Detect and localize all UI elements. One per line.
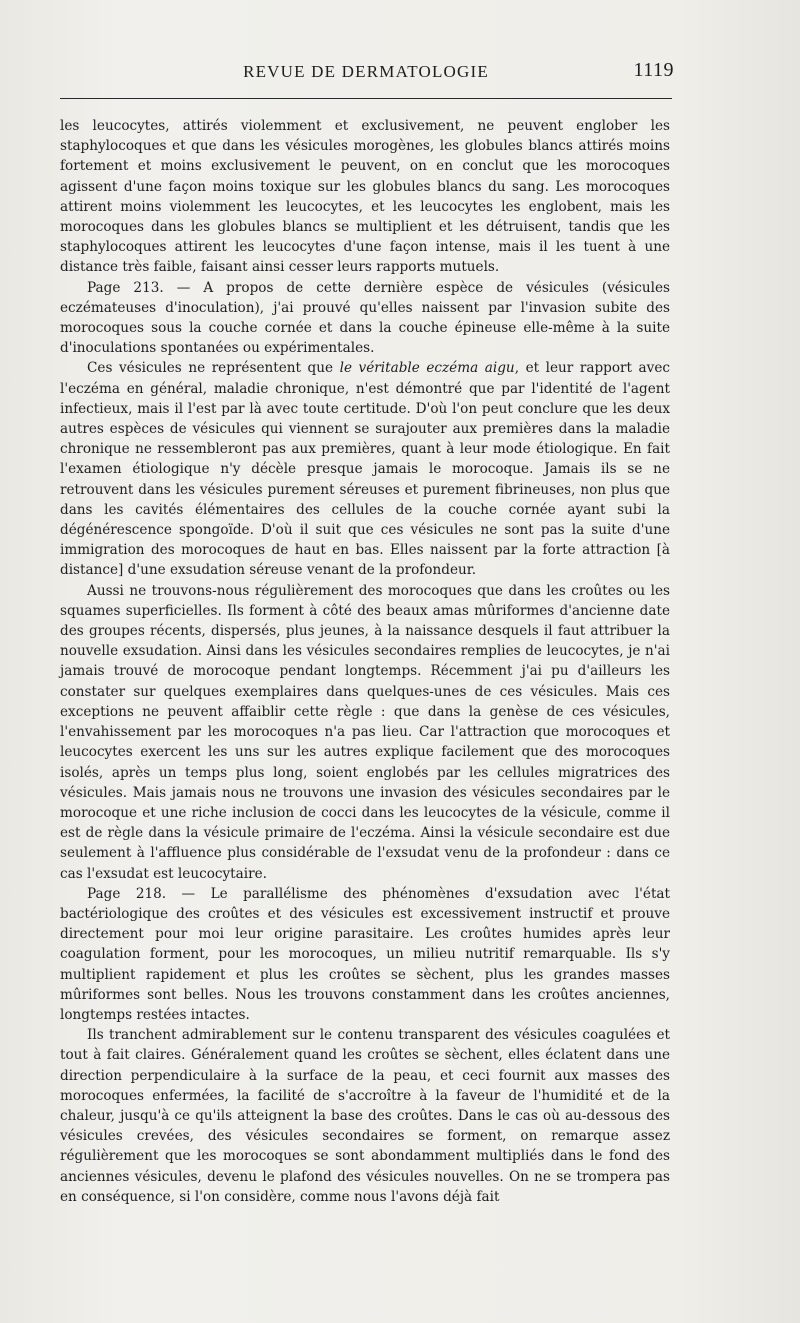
paragraph-5: Page 218. — Le parallélisme des phénomènes d'exsudation avec l'état bactériologique des croûtes et des vésicules est excessivement instructif et prouve directement pour moi leur origine parasitaire. Les croûtes humides après leur coagulation forment, pour les morocoques, un milieu nutritif remarquable. Ils s'y multiplient rapidement et plus les croûtes se sèchent, plus les grandes masses mûriformes sont belles. Nous les trouvons constamment dans les croûtes anciennes, longtemps restées intactes. [60,885,670,1023]
paragraph-6: Ils tranchent admirablement sur le contenu transparent des vésicules coagulées et tout à fait claires. Généralement quand les croûtes se sèchent, elles éclatent dans une direction perpendiculaire à la surface de la peau, et ceci fournit aux masses des morocoques enfermées, la facilité de s'accroître à la faveur de l'humidité et de la chaleur, jusqu'à ce qu'ils atteignent la base des croûtes. Dans le cas où au-dessous des vésicules crevées, des vésicules secondaires se forment, on remarque assez régulièrement que les morocoques se sont abondamment multipliés dans le fond des anciennes vésicules, devenu le plafond des vésicules nouvelles. On ne se trompera pas en conséquence, si l'on considère, comme nous l'avons déjà fait [60,1027,670,1205]
paragraph-3-lead: Ces vésicules ne représentent que [87,360,340,377]
paragraph-2: Page 213. — A propos de cette dernière espèce de vésicules (vésicules eczémateuses d'inoculation), j'ai prouvé qu'elles naissent par l'invasion subite des morocoques sous la couche cornée et dans la couche épineuse elle-même à la suite d'inoculations spontanées ou expérimentales. [60,279,670,357]
paragraph-4: Aussi ne trouvons-nous régulièrement des morocoques que dans les croûtes ou les squames superficielles. Ils forment à côté des beaux amas mûriformes d'ancienne date des groupes récents, dispersés, plus jeunes, à la naissance desquels il faut attribuer la nouvelle exsudation. Ainsi dans les vésicules secondaires remplies de leucocytes, je n'ai jamais trouvé de morocoque pendant longtemps. Récemment j'ai pu d'ailleurs les constater sur quelques exemplaires dans quelques-unes de ces vésicules. Mais ces exceptions ne peuvent affaiblir cette règle : que dans la genèse de ces vésicules, l'envahissement par les morocoques n'a pas lieu. Car l'attraction que morocoques et leucocytes exercent les uns sur les autres explique facilement que des morocoques isolés, après un temps plus long, soient englobés par les cellules migratrices des vésicules. Mais jamais nous ne trouvons une invasion des vésicules secondaires par le morocoque et une riche inclusion de cocci dans les leucocytes de la vésicule, comme il est de règle dans la vésicule primaire de l'eczéma. Ainsi la vésicule secondaire est due seulement à l'affluence plus considérable de l'exsudat venu de la profondeur : dans ce cas l'exsudat est leucocytaire. [60,582,670,882]
article-body [60,116,670,1207]
paragraph-3-rest: , et leur rapport avec l'eczéma en général, maladie chronique, n'est démontré que par l'identité de l'agent infectieux, mais il l'est par là avec toute certitude. D'où l'on peut conclure que les deux autres espèces de vésicules qui viennent se surajouter aux premières dans la maladie chronique ne ressembleront pas aux premières, quant à leur mode étiologique. En fait l'examen étiologique n'y décèle presque jamais le morocoque. Jamais ils se ne retrouvent dans les vésicules purement séreuses et purement fibrineuses, non plus que dans les cavités élémentaires des cellules de la couche cornée ayant subi la dégénérescence spongoïde. D'où il suit que ces vésicules ne sont pas la suite d'une immigration des morocoques de haut en bas. Elles naissent par la forte attraction [à distance] d'une exsudation séreuse venant de la profondeur. [60,360,670,579]
running-head [60,59,674,84]
page-number: 1119 [633,59,674,81]
paragraph-1: les leucocytes, attirés violemment et exclusivement, ne peuvent englober les staphylocoques et que dans les vésicules morogènes, les globules blancs attirés moins fortement et moins exclusivement le peuvent, on en conclut que les morocoques agissent d'une façon moins toxique sur les globules blancs du sang. Les morocoques attirent moins violemment les leucocytes, et les leucocytes les englobent, mais les morocoques dans les globules blancs se multiplient et les détruisent, tandis que les staphylocoques attirent les leucocytes d'une façon intense, mais il les tuent à une distance très faible, faisant ainsi cesser leurs rapports mutuels. [60,118,670,276]
italic-phrase: le véritable eczéma aigu [339,360,515,377]
journal-title: REVUE DE DERMATOLOGIE [243,62,489,81]
paragraph-3 [60,358,670,580]
header-rule [60,98,672,99]
